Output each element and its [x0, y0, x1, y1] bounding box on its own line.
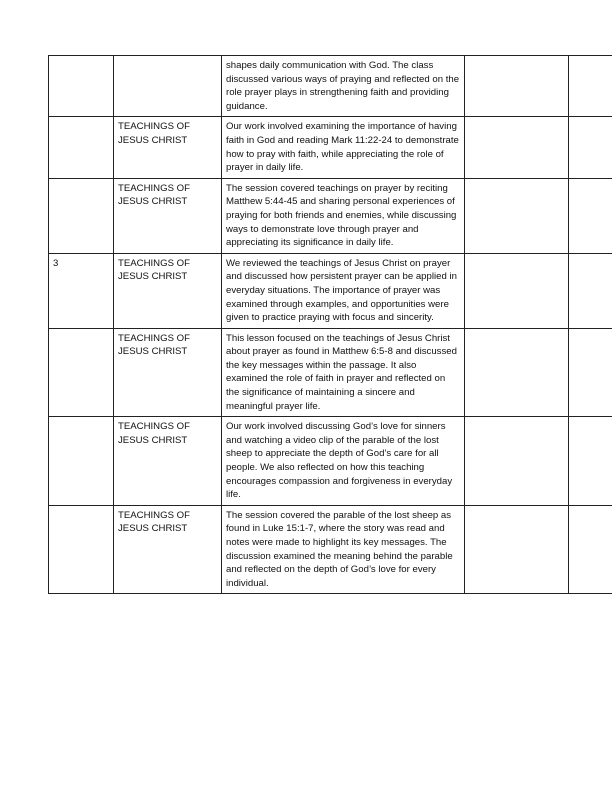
- empty-cell: [465, 178, 569, 253]
- empty-cell: [465, 56, 569, 117]
- empty-cell: [569, 178, 612, 253]
- topic-cell: [114, 505, 222, 594]
- description-cell: [222, 505, 465, 594]
- table-row: [49, 178, 612, 253]
- description-text: The session covered the parable of the lost sheep as found in Luke 15:1-7, where the story was read and notes were made to highlight its key messages. The discussion examined the meaning behind the parable and reflected on the depth of God’s love for every individual.: [226, 509, 453, 589]
- topic-text: TEACHINGS OF JESUS CHRIST: [118, 182, 190, 208]
- week-cell: [49, 253, 114, 328]
- lesson-table: [48, 55, 612, 594]
- week-cell: [49, 56, 114, 117]
- description-cell: [222, 117, 465, 178]
- table-row: [49, 253, 612, 328]
- topic-text: TEACHINGS OF JESUS CHRIST: [118, 121, 190, 146]
- table-row: [49, 328, 612, 417]
- week-cell: [49, 328, 114, 417]
- week-cell: [49, 178, 114, 253]
- description-text: This lesson focused on the teachings of Jesus Christ about prayer as found in Matthew 6:5-8 and discussed the key messages within the passage. It also examined the role of faith in prayer and reflected on the significance of maintaining a sincere and meaningful prayer life.: [226, 332, 457, 412]
- description-cell: [222, 417, 465, 506]
- table-row: [49, 56, 612, 117]
- empty-cell: [569, 117, 612, 178]
- week-cell: [49, 417, 114, 506]
- empty-cell: [569, 505, 612, 594]
- topic-text: TEACHINGS OF JESUS CHRIST: [118, 509, 190, 535]
- description-text: We reviewed the teachings of Jesus Christ on prayer and discussed how persistent prayer can be applied in everyday situations. The importance of prayer was examined through examples, and opportunities were given to practice praying with focus and sincerity.: [226, 257, 457, 324]
- table-row: [49, 417, 612, 506]
- empty-cell: [465, 117, 569, 178]
- empty-cell: [465, 253, 569, 328]
- topic-cell: [114, 417, 222, 506]
- topic-cell: [114, 117, 222, 178]
- topic-text: TEACHINGS OF JESUS CHRIST: [118, 421, 190, 446]
- table-row: [49, 505, 612, 594]
- empty-cell: [569, 417, 612, 506]
- description-cell: [222, 253, 465, 328]
- week-cell: [49, 505, 114, 594]
- empty-cell: [569, 56, 612, 117]
- description-text: Our work involved discussing God’s love for sinners and watching a video clip of the parable of the lost sheep to appreciate the depth of God’s care for all people. We also reflected on how this teaching encourages compassion and forgiveness in everyday life.: [226, 421, 453, 501]
- week-number: 3: [53, 257, 59, 269]
- topic-cell: [114, 253, 222, 328]
- topic-cell: [114, 56, 222, 117]
- empty-cell: [465, 417, 569, 506]
- description-cell: [222, 178, 465, 253]
- description-cell: [222, 56, 465, 117]
- empty-cell: [569, 253, 612, 328]
- description-text: Our work involved examining the importance of having faith in God and reading Mark 11:22-24 to demonstrate how to pray with faith, while appreciating the role of prayer in daily life.: [226, 121, 459, 174]
- empty-cell: [465, 328, 569, 417]
- week-cell: [49, 117, 114, 178]
- topic-text: TEACHINGS OF JESUS CHRIST: [118, 257, 190, 283]
- empty-cell: [569, 328, 612, 417]
- topic-text: TEACHINGS OF JESUS CHRIST: [118, 332, 190, 358]
- description-text: The session covered teachings on prayer by reciting Matthew 5:44-45 and sharing personal experiences of praying for both friends and enemies, while discussing ways to demonstrate love through prayer and appreciating its significance in daily life.: [226, 182, 457, 249]
- empty-cell: [465, 505, 569, 594]
- table-row: [49, 117, 612, 178]
- topic-cell: [114, 328, 222, 417]
- description-cell: [222, 328, 465, 417]
- description-text: shapes daily communication with God. The class discussed various ways of praying and reflected on the role prayer plays in strengthening faith and providing guidance.: [226, 60, 460, 112]
- topic-cell: [114, 178, 222, 253]
